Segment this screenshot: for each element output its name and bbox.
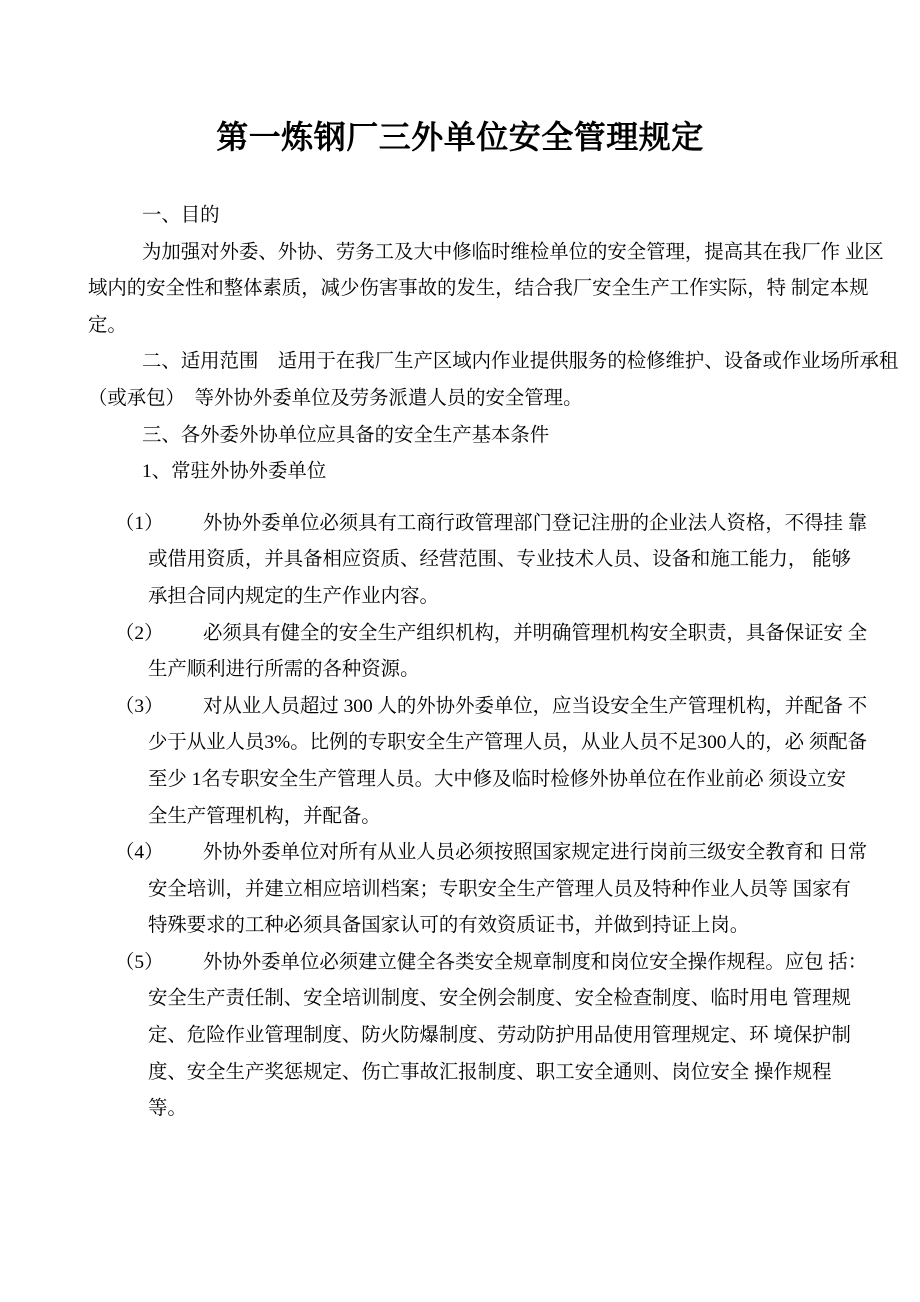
text-line: 生产顺利进行所需的各种资源。	[148, 659, 420, 681]
document-title: 第一炼钢厂三外单位安全管理规定	[216, 119, 704, 155]
text-line: 定、危险作业管理制度、防火防爆制度、劳动防护用品使用管理规定、环 境保护制	[148, 1025, 851, 1047]
list-item-text: 外协外委单位必须建立健全各类安全规章制度和岗位安全操作规程。应包 括：	[203, 951, 868, 973]
list-item-text: 外协外委单位必须具有工商行政管理部门登记注册的企业法人资格，不得挂 靠	[203, 512, 868, 534]
text-line: 承担合同内规定的生产作业内容。	[148, 585, 439, 607]
text-line: 度、安全生产奖惩规定、伤亡事故汇报制度、职工安全通则、岗位安全 操作规程	[148, 1061, 832, 1083]
text-line: 至少 1名专职安全生产管理人员。大中修及临时检修外协单位在作业前必 须设立安	[148, 768, 847, 790]
text-line: 安全生产责任制、安全培训制度、安全例会制度、安全检查制度、临时用电 管理规	[148, 988, 851, 1010]
list-item	[88, 689, 868, 835]
list-item	[88, 616, 868, 689]
text-line: 少于从业人员3%。比例的专职安全生产管理人员，从业人员不足300人的，必 须配备	[148, 732, 868, 754]
list-item-number: （4）	[115, 842, 164, 864]
text-line: 等。	[148, 1098, 187, 1120]
text-line: 二、适用范围 适用于在我厂生产区域内作业提供服务的检修维护、设备或作业场所承租	[142, 351, 899, 373]
list-item-number: （5）	[115, 951, 164, 973]
list-item-text: 必须具有健全的安全生产组织机构，并明确管理机构安全职责，具备保证安 全	[203, 622, 868, 644]
document-body	[0, 198, 920, 1128]
text-line: 定。	[88, 314, 127, 336]
list-item-first-line	[88, 689, 868, 726]
list-item-first-line	[88, 945, 868, 982]
list-item-text: 对从业人员超过 300 人的外协外委单位，应当设安全生产管理机构，并配备 不	[203, 695, 868, 717]
list-item-text: 外协外委单位对所有从业人员必须按照国家规定进行岗前三级安全教育和 日常	[203, 842, 868, 864]
list-item-first-line	[88, 835, 868, 872]
text-line: 安全培训，并建立相应培训档案；专职安全生产管理人员及特种作业人员等 国家有	[148, 878, 851, 900]
text-line: （或承包） 等外协外委单位及劳务派遣人员的安全管理。	[88, 387, 583, 409]
list-item	[88, 945, 868, 1128]
list-item-first-line	[88, 506, 868, 543]
text-line: 1、常驻外协外委单位	[142, 461, 327, 483]
list-item	[88, 835, 868, 945]
paragraph	[88, 198, 840, 235]
list-item-first-line	[88, 616, 868, 653]
paragraph	[88, 344, 899, 417]
list-item-number: （3）	[115, 695, 164, 717]
numbered-list	[88, 506, 868, 1128]
text-line: 全生产管理机构，并配备。	[148, 805, 381, 827]
paragraph	[88, 235, 884, 345]
text-line: 一、目的	[142, 205, 220, 226]
list-item	[88, 506, 868, 616]
text-line: 三、各外委外协单位应具备的安全生产基本条件	[142, 424, 550, 446]
text-line: 为加强对外委、外协、劳务工及大中修临时维检单位的安全管理，提高其在我厂作 业区	[142, 241, 884, 263]
text-line: 或借用资质，并具备相应资质、经营范围、专业技术人员、设备和施工能力， 能够	[148, 549, 851, 571]
text-line: 特殊要求的工种必须具备国家认可的有效资质证书，并做到持证上岗。	[148, 915, 750, 937]
list-item-number: （2）	[115, 622, 164, 644]
text-line: 域内的安全性和整体素质，减少伤害事故的发生，结合我厂安全生产工作实际，特 制定本规	[88, 278, 869, 300]
paragraph	[88, 454, 840, 491]
paragraph	[88, 418, 840, 455]
list-item-number: （1）	[115, 512, 164, 534]
